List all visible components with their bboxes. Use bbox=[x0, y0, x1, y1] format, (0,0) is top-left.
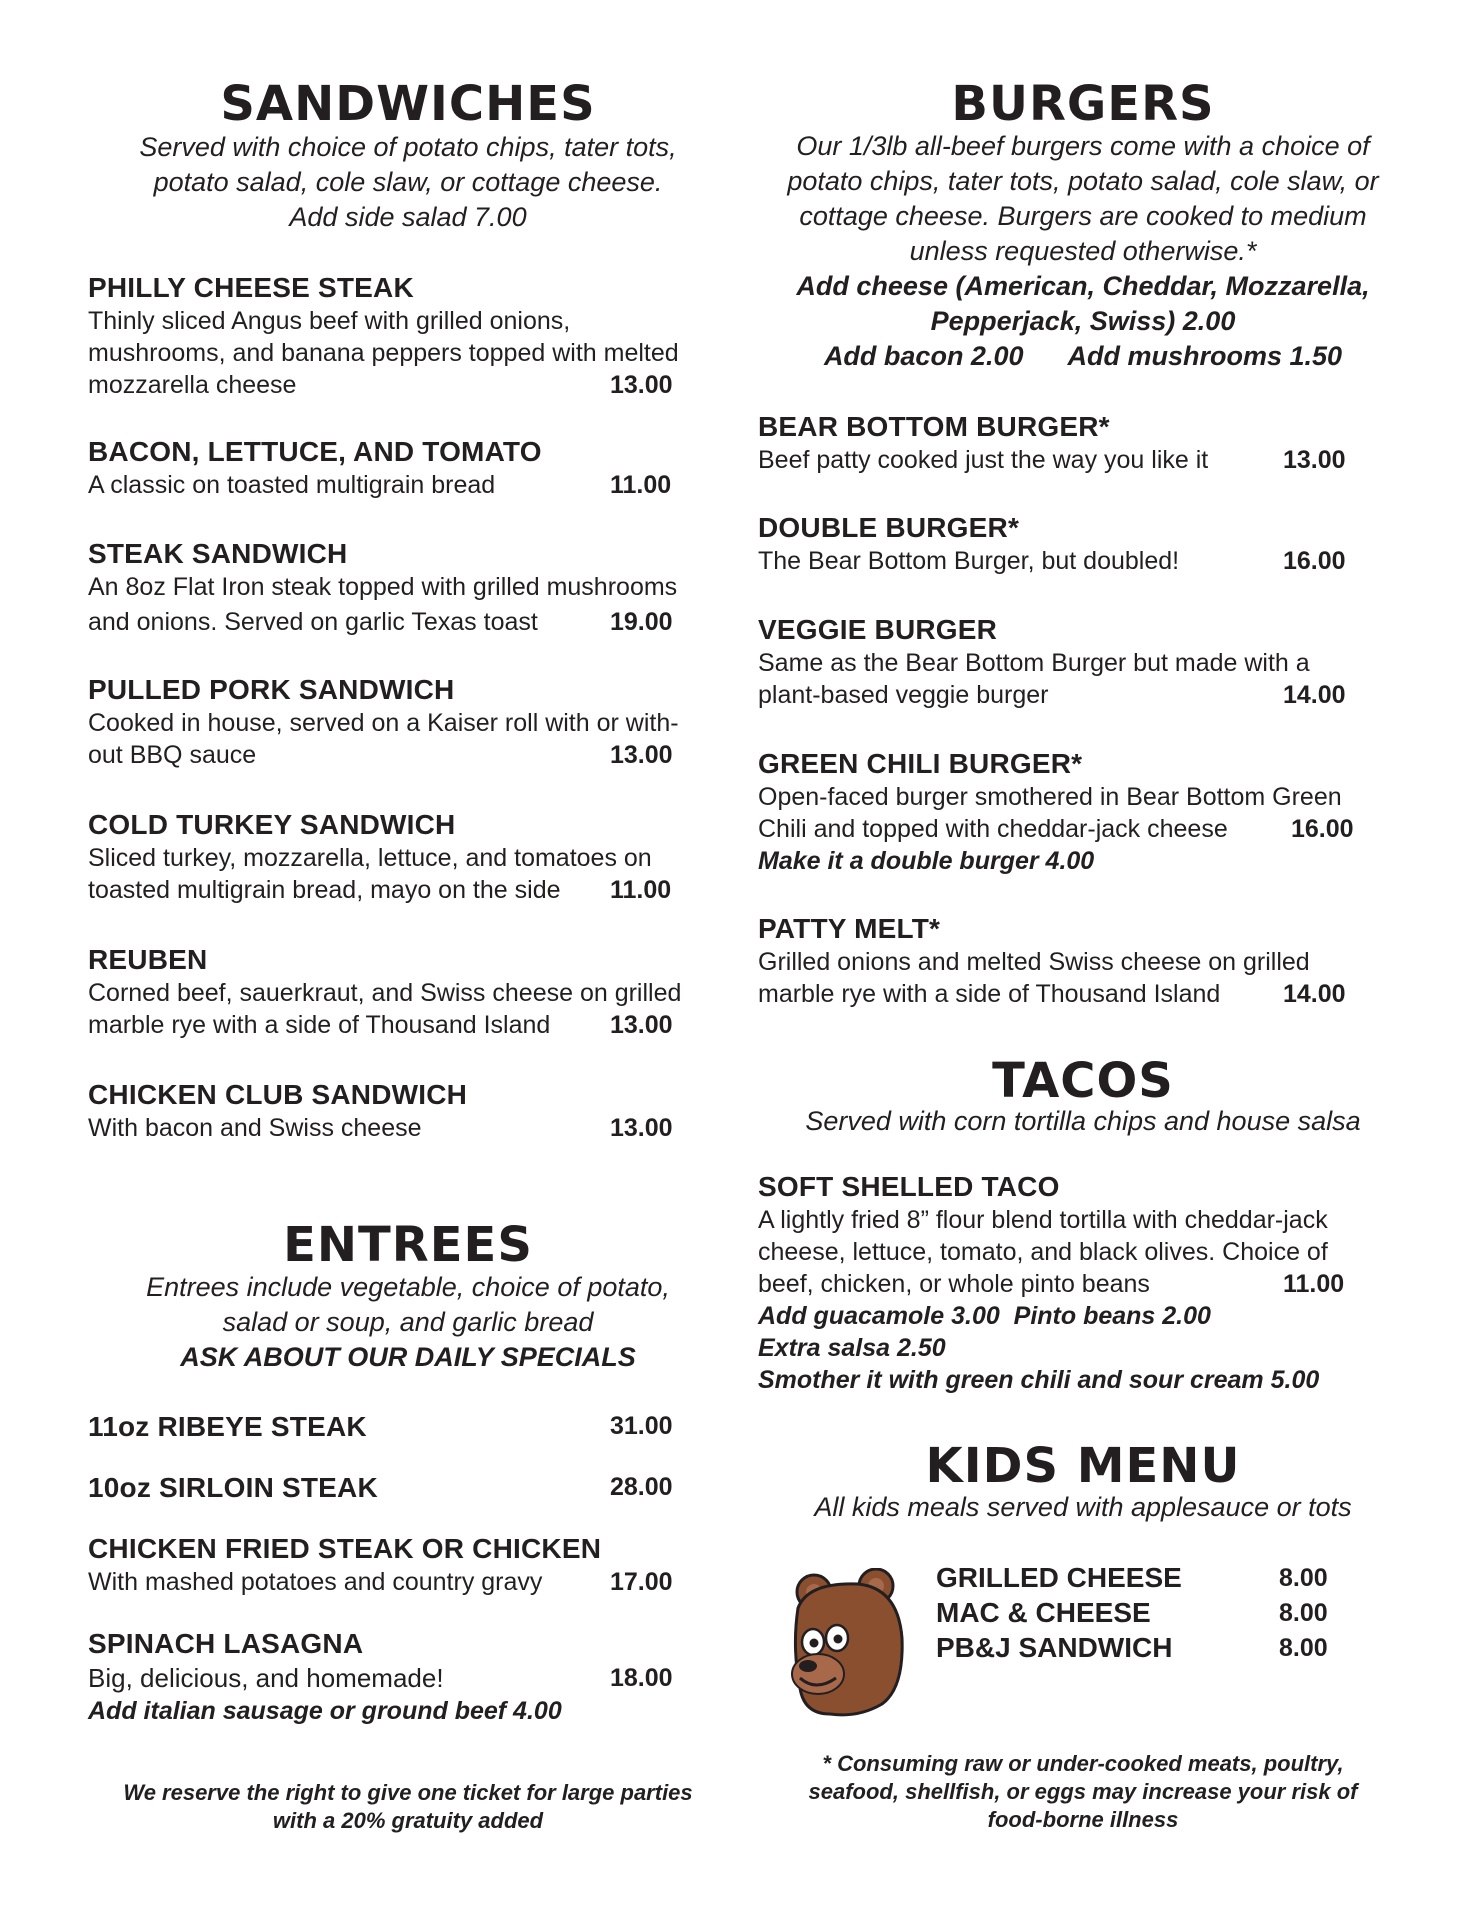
daily-specials-note: ASK ABOUT OUR DAILY SPECIALS bbox=[180, 1342, 636, 1372]
menu-item-spinach-lasagna bbox=[88, 1627, 728, 1727]
menu-item-patty-melt bbox=[758, 912, 1408, 1010]
item-name: GRILLED CHEESE bbox=[936, 1562, 1182, 1593]
item-price: 19.00 bbox=[610, 608, 673, 636]
item-name: GREEN CHILI BURGER* bbox=[758, 748, 1083, 779]
bear-head-icon bbox=[778, 1568, 908, 1728]
kids-item-grilled-cheese bbox=[936, 1561, 1182, 1595]
kids-item-pbj-sandwich bbox=[936, 1631, 1172, 1665]
item-price: 31.00 bbox=[610, 1412, 673, 1440]
item-price: 17.00 bbox=[610, 1568, 673, 1596]
kids-menu-title: KIDS MENU bbox=[925, 1438, 1241, 1494]
item-name: DOUBLE BURGER* bbox=[758, 512, 1020, 543]
menu-item-blt bbox=[88, 435, 728, 501]
item-price: 13.00 bbox=[1283, 446, 1346, 474]
burgers-intro: Our 1/3lb all-beef burgers come with a choice of potato chips, tater tots, potato salad, cole slaw, or cottage cheese. Burgers are cooked to medium unless requested otherwise.* Add cheese (American, Cheddar, Mozzarella, Pepperjack, Swiss) 2.00 Add bacon 2.00 Add mushrooms 1.50 bbox=[758, 129, 1408, 374]
kids-item-price: 8.00 bbox=[1279, 1599, 1328, 1627]
item-addon: Make it a double burger 4.00 bbox=[758, 847, 1095, 875]
item-description: Beef patty cooked just the way you like it 13.00 bbox=[758, 446, 1346, 474]
item-price: 14.00 bbox=[1283, 980, 1346, 1008]
item-price: 11.00 bbox=[1283, 1270, 1345, 1298]
large-party-note: We reserve the right to give one ticket for large parties with a 20% gratuity added bbox=[123, 1780, 693, 1833]
menu-item-soft-shelled-taco bbox=[758, 1170, 1408, 1396]
item-name: STEAK SANDWICH bbox=[88, 538, 348, 569]
item-name: SOFT SHELLED TACO bbox=[758, 1171, 1060, 1202]
kids-item-mac-cheese bbox=[936, 1596, 1151, 1630]
kids-item-price: 8.00 bbox=[1279, 1634, 1328, 1662]
item-name: REUBEN bbox=[88, 944, 208, 975]
raw-food-warning: * Consuming raw or under-cooked meats, poultry, seafood, shellfish, or eggs may increase your risk of food-borne illness bbox=[808, 1751, 1358, 1832]
menu-item-chicken-club-sandwich bbox=[88, 1078, 728, 1144]
item-description: Corned beef, sauerkraut, and Swiss cheese on grilled marble rye with a side of Thousand Island 13.00 bbox=[88, 979, 682, 1039]
item-name: BEAR BOTTOM BURGER* bbox=[758, 411, 1110, 442]
burgers-title: BURGERS bbox=[951, 76, 1215, 132]
item-description: Open-faced burger smothered in Bear Bottom Green Chili and topped with cheddar-jack cheese 16.00 bbox=[758, 783, 1354, 843]
sandwiches-intro: Served with choice of potato chips, tater tots, potato salad, cole slaw, or cottage cheese. Add side salad 7.00 bbox=[139, 132, 677, 232]
item-name: SPINACH LASAGNA bbox=[88, 1628, 364, 1659]
menu-item-veggie-burger bbox=[758, 613, 1408, 711]
item-name: PB&J SANDWICH bbox=[936, 1632, 1173, 1663]
item-description: A lightly fried 8” flour blend tortilla with cheddar-jack cheese, lettuce, tomato, and black olives. Choice of beef, chicken, or whole pinto beans 11.00 bbox=[758, 1206, 1345, 1298]
menu-item-cold-turkey-sandwich bbox=[88, 808, 728, 906]
item-name: MAC & CHEESE bbox=[936, 1597, 1151, 1628]
item-name: BACON, LETTUCE, AND TOMATO bbox=[88, 436, 542, 467]
item-description: Big, delicious, and homemade! 18.00 bbox=[88, 1663, 673, 1693]
item-description: With mashed potatoes and country gravy 17.00 bbox=[88, 1568, 673, 1596]
item-price: 13.00 bbox=[610, 741, 673, 769]
menu-item-double-burger bbox=[758, 511, 1408, 577]
item-description: Sliced turkey, mozzarella, lettuce, and tomatoes on toasted multigrain bread, mayo on the side 11.00 bbox=[88, 844, 672, 904]
item-price: 18.00 bbox=[610, 1664, 673, 1692]
menu-item-sirloin-steak bbox=[88, 1471, 728, 1505]
sandwiches-title: SANDWICHES bbox=[220, 76, 596, 132]
item-price: 13.00 bbox=[610, 1011, 673, 1039]
tacos-title: TACOS bbox=[992, 1053, 1174, 1109]
item-name: PATTY MELT* bbox=[758, 913, 941, 944]
item-description: Cooked in house, served on a Kaiser roll with or with- out BBQ sauce 13.00 bbox=[88, 709, 679, 769]
item-price: 16.00 bbox=[1283, 547, 1346, 575]
item-name: CHICKEN CLUB SANDWICH bbox=[88, 1079, 468, 1110]
item-description: A classic on toasted multigrain bread 11.00 bbox=[88, 471, 672, 499]
item-name: COLD TURKEY SANDWICH bbox=[88, 809, 456, 840]
menu-item-green-chili-burger bbox=[758, 747, 1408, 877]
item-price: 13.00 bbox=[610, 371, 673, 399]
menu-item-bear-bottom-burger bbox=[758, 410, 1408, 476]
item-description: An 8oz Flat Iron steak topped with grilled mushrooms and onions. Served on garlic Texas toast 19.00 bbox=[88, 573, 678, 636]
menu-item-chicken-fried-steak bbox=[88, 1532, 728, 1598]
item-name: 10oz SIRLOIN STEAK bbox=[88, 1472, 378, 1503]
item-name: CHICKEN FRIED STEAK OR CHICKEN bbox=[88, 1533, 602, 1564]
item-price: 11.00 bbox=[610, 471, 672, 499]
item-price: 11.00 bbox=[610, 876, 672, 904]
taco-addons: Add guacamole 3.00 Pinto beans 2.00 Extra salsa 2.50 Smother it with green chili and sour cream 5.00 bbox=[758, 1302, 1320, 1394]
item-price: 13.00 bbox=[610, 1114, 673, 1142]
menu-item-pulled-pork-sandwich bbox=[88, 673, 728, 771]
item-description: Grilled onions and melted Swiss cheese on grilled marble rye with a side of Thousand Island 14.00 bbox=[758, 948, 1346, 1008]
item-description: Same as the Bear Bottom Burger but made with a plant-based veggie burger 14.00 bbox=[758, 649, 1346, 709]
kids-menu-intro: All kids meals served with applesauce or tots bbox=[814, 1492, 1352, 1522]
menu-item-reuben bbox=[88, 943, 728, 1041]
item-price: 16.00 bbox=[1291, 815, 1354, 843]
item-price: 14.00 bbox=[1283, 681, 1346, 709]
item-name: 11oz RIBEYE STEAK bbox=[88, 1411, 367, 1442]
item-name: PHILLY CHEESE STEAK bbox=[88, 272, 414, 303]
item-name: PULLED PORK SANDWICH bbox=[88, 674, 455, 705]
item-addon: Add italian sausage or ground beef 4.00 bbox=[88, 1697, 562, 1725]
burger-addons: Add cheese (American, Cheddar, Mozzarella, Pepperjack, Swiss) 2.00 Add bacon 2.00 Add mushrooms 1.50 bbox=[796, 271, 1370, 371]
menu-item-steak-sandwich bbox=[88, 537, 728, 638]
item-description: The Bear Bottom Burger, but doubled! 16.00 bbox=[758, 547, 1346, 575]
item-description: With bacon and Swiss cheese 13.00 bbox=[88, 1114, 673, 1142]
item-price: 28.00 bbox=[610, 1473, 673, 1501]
entrees-title: ENTREES bbox=[283, 1217, 533, 1273]
entrees-intro: Entrees include vegetable, choice of potato, salad or soup, and garlic bread ASK ABOUT OUR DAILY SPECIALS bbox=[88, 1270, 728, 1375]
kids-item-price: 8.00 bbox=[1279, 1564, 1328, 1592]
tacos-intro: Served with corn tortilla chips and house salsa bbox=[805, 1106, 1361, 1136]
item-description: Thinly sliced Angus beef with grilled onions, mushrooms, and banana peppers topped with melted mozzarella cheese 13.00 bbox=[88, 307, 679, 399]
menu-item-philly-cheese-steak bbox=[88, 271, 728, 401]
menu-item-ribeye-steak bbox=[88, 1410, 728, 1444]
item-name: VEGGIE BURGER bbox=[758, 614, 998, 645]
